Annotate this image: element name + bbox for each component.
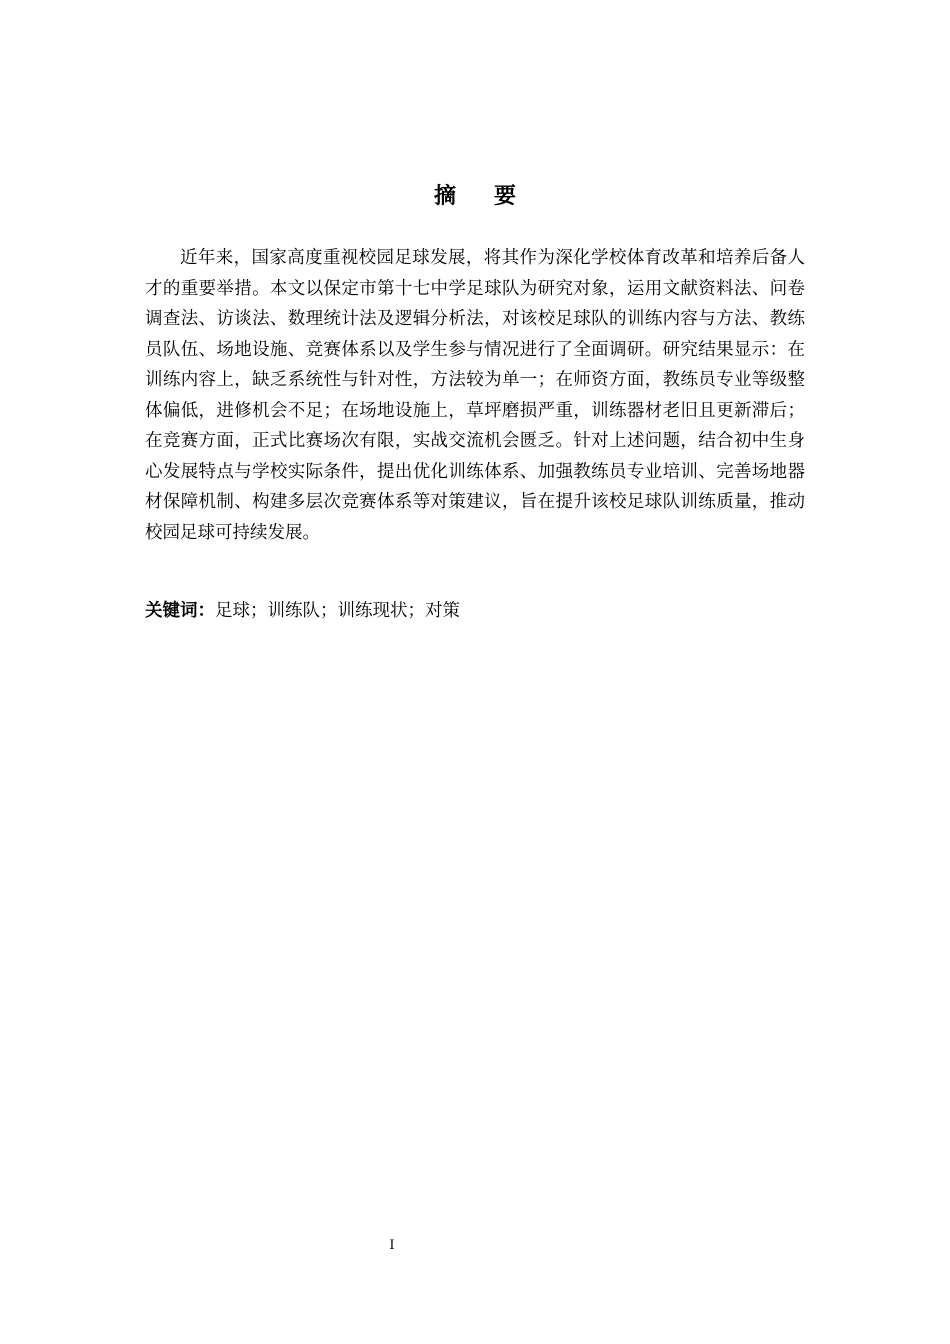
- abstract-title: 摘要: [433, 184, 554, 209]
- keywords-label: 关键词：: [145, 601, 215, 621]
- keywords-line: [145, 596, 805, 626]
- page-number: I: [389, 1238, 395, 1253]
- abstract-body: 近年来，国家高度重视校园足球发展，将其作为深化学校体育改革和培养后备人才的重要举措。本文以保定市第十七中学足球队为研究对象，运用文献资料法、问卷调查法、访谈法、数理统计法及逻辑分析法，对该校足球队的训练内容与方法、教练员队伍、场地设施、竞赛体系以及学生参与情况进行了全面调研。研究结果显示：在训练内容上，缺乏系统性与针对性，方法较为单一；在师资方面，教练员专业等级整体偏低，进修机会不足；在场地设施上，草坪磨损严重，训练器材老旧且更新滞后；在竞赛方面，正式比赛场次有限，实战交流机会匮乏。针对上述问题，结合初中生身心发展特点与学校实际条件，提出优化训练体系、加强教练员专业培训、完善场地器材保障机制、构建多层次竞赛体系等对策建议，旨在提升该校足球队训练质量，推动校园足球可持续发展。: [145, 248, 805, 543]
- keywords-text: 足球；训练队；训练现状；对策: [215, 601, 460, 621]
